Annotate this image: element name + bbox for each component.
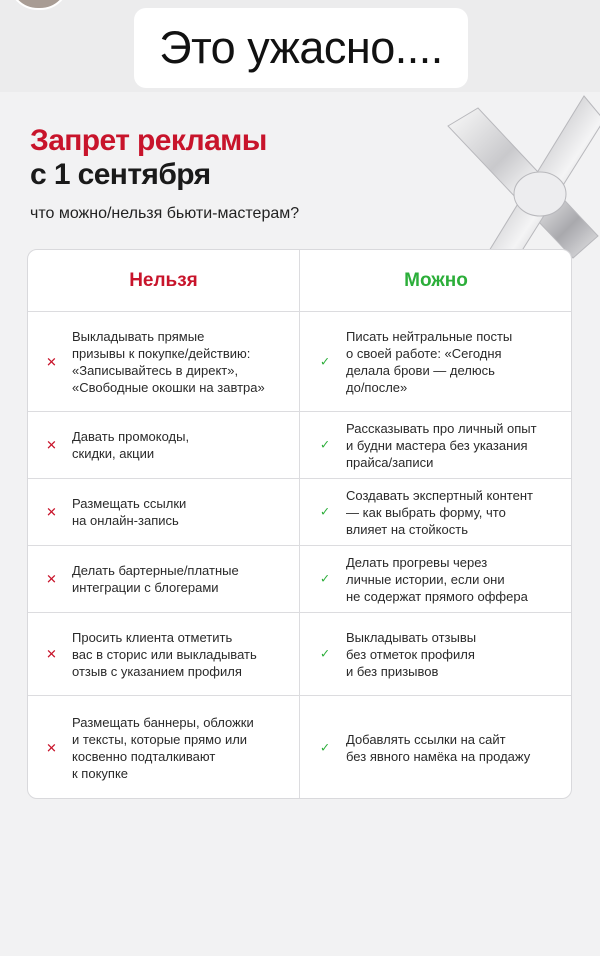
story-caption: Это ужасно....	[134, 8, 468, 88]
check-icon: ✓	[320, 646, 331, 661]
title-line-2: с 1 сентября	[30, 158, 211, 191]
cell-yes	[300, 613, 572, 695]
cell-no	[28, 479, 300, 545]
header-no: Нельзя	[129, 269, 198, 291]
rules-table	[27, 249, 572, 799]
cell-yes	[300, 312, 572, 411]
cell-yes	[300, 696, 572, 799]
cell-yes	[300, 546, 572, 612]
cross-icon: ✕	[46, 740, 57, 756]
check-icon: ✓	[320, 354, 331, 368]
cross-icon: ✕	[46, 354, 57, 369]
cell-yes-text: Писать нейтральные посты о своей работе: «Сегодня делала брови — делюсь до/после»	[346, 328, 513, 395]
cell-no	[28, 412, 300, 478]
check-icon: ✓	[320, 437, 331, 452]
cell-no-text: Выкладывать прямые призывы к покупке/действию: «Записывайтесь в директ», «Свободные окошки на завтра»	[72, 328, 265, 395]
cell-no-text: Давать промокоды, скидки, акции	[72, 429, 190, 461]
table-row	[28, 613, 572, 696]
table-row	[28, 479, 572, 546]
check-icon: ✓	[320, 740, 331, 755]
table-row	[28, 696, 572, 799]
cell-no	[28, 696, 300, 799]
table-row	[28, 546, 572, 613]
table-header-row	[28, 250, 572, 312]
cell-no-text: Делать бартерные/платные интеграции с блогерами	[72, 563, 239, 595]
cross-icon: ✕	[46, 504, 57, 520]
cross-icon: ✕	[46, 571, 57, 587]
cell-yes-text: Делать прогревы через личные истории, если они не содержат прямого оффера	[346, 554, 528, 604]
title-line-1: Запрет рекламы	[30, 124, 267, 157]
check-icon: ✓	[320, 504, 331, 519]
cell-yes-text: Выкладывать отзывы без отметок профиля и без призывов	[346, 629, 477, 679]
cell-no-text: Просить клиента отметить вас в сторис или выкладывать отзыв с указанием профиля	[72, 629, 257, 679]
page-title	[30, 124, 267, 192]
cell-yes-text: Добавлять ссылки на сайт без явного намёка на продажу	[346, 732, 531, 764]
header-cell-yes	[300, 250, 572, 311]
table-row	[28, 412, 572, 479]
cell-no-text: Размещать ссылки на онлайн-запись	[72, 496, 187, 528]
subtitle: что можно/нельзя бьюти-мастерам?	[30, 205, 300, 222]
cell-yes	[300, 412, 572, 478]
cell-no	[28, 546, 300, 612]
cell-yes	[300, 479, 572, 545]
cross-icon: ✕	[46, 646, 57, 662]
table-row	[28, 312, 572, 412]
header-cell-no	[28, 250, 300, 311]
header-yes: Можно	[404, 269, 468, 291]
cell-no	[28, 312, 300, 411]
cross-icon: ✕	[46, 437, 57, 453]
cell-yes-text: Создавать экспертный контент — как выбрать форму, что влияет на стойкость	[346, 487, 533, 537]
cell-no	[28, 613, 300, 695]
cell-yes-text: Рассказывать про личный опыт и будни мастера без указания прайса/записи	[346, 420, 537, 470]
check-icon: ✓	[320, 571, 331, 586]
cell-no-text: Размещать баннеры, обложки и тексты, которые прямо или косвенно подталкивают к покупке	[72, 715, 254, 781]
